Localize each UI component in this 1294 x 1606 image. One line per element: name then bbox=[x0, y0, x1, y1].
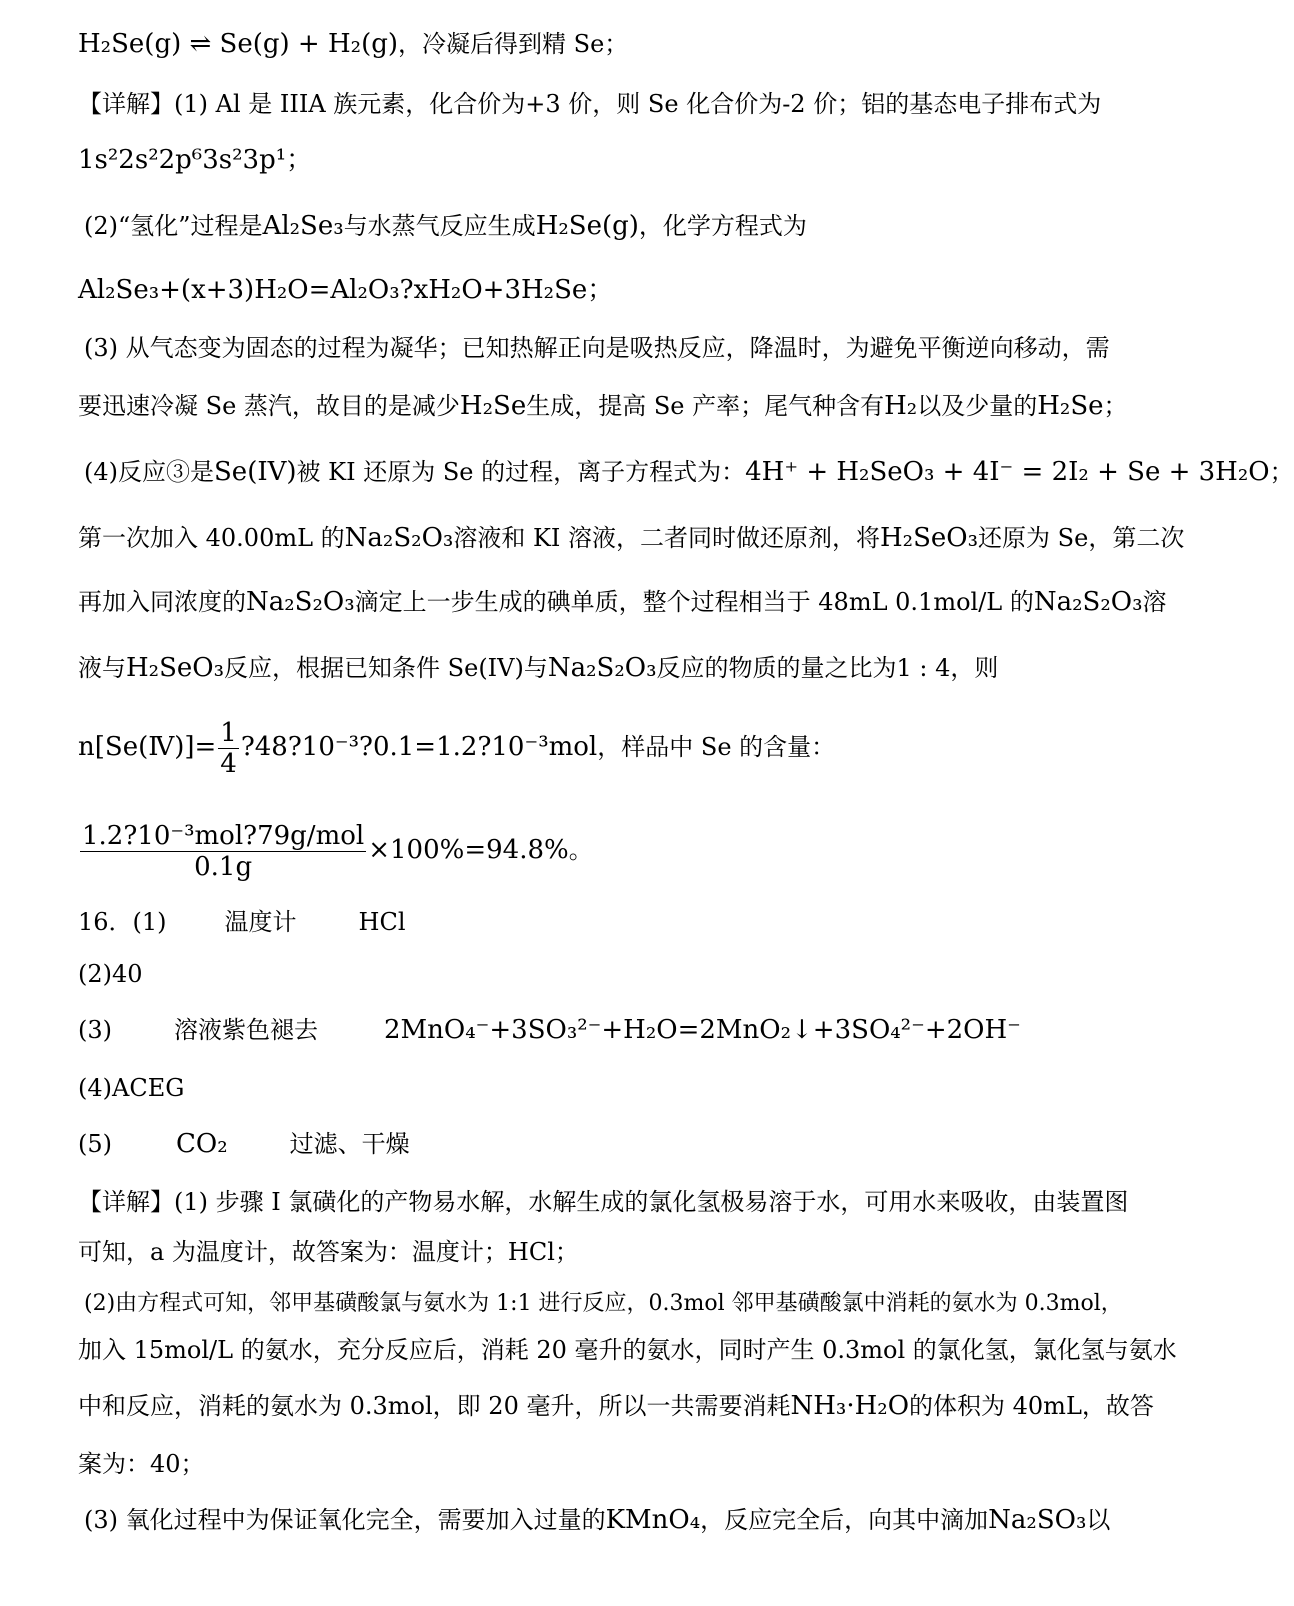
line-1 bbox=[78, 28, 1219, 60]
line-4-text-b: 与水蒸气反应生成 bbox=[343, 212, 536, 240]
line-9 bbox=[78, 522, 1219, 554]
ionic-equation: 4H⁺ + H₂SeO₃ + 4I⁻ = 2I₂ + Se + 3H₂O bbox=[745, 457, 1270, 487]
formula-kmno4: KMnO₄ bbox=[605, 1505, 701, 1535]
equilibrium-equation: H₂Se(g) ⇌ Se(g) + H₂(g) bbox=[78, 29, 399, 59]
line-17 bbox=[78, 1072, 1219, 1104]
formula-na2s2o3-2: Na₂S₂O₃ bbox=[246, 587, 355, 617]
electron-configuration: 1s²2s²2p⁶3s²3p¹； bbox=[78, 145, 313, 175]
line-25 bbox=[84, 1504, 1219, 1536]
line-23 bbox=[78, 1390, 1219, 1422]
fraction-numerator: 1 bbox=[220, 718, 237, 748]
line-11-text-c: 反应的物质的量之比为1 : 4，则 bbox=[656, 654, 999, 682]
line-10-text-b: 滴定上一步生成的碘单质，整个过程相当于 48mL 0.1mol/L 的 bbox=[354, 588, 1034, 616]
line-11-text-b: 反应，根据已知条件 Se(IV)与 bbox=[224, 654, 548, 682]
line-12 bbox=[78, 712, 1219, 782]
q16-part3-equation: 2MnO₄⁻+3SO₃²⁻+H₂O=2MnO₂↓+3SO₄²⁻+2OH⁻ bbox=[384, 1015, 1021, 1045]
line-18 bbox=[78, 1128, 1219, 1160]
line-20 bbox=[78, 1236, 1219, 1268]
line-10 bbox=[78, 586, 1219, 618]
formula-h2seo3: H₂SeO₃ bbox=[880, 523, 979, 553]
line-11-text-a: 液与 bbox=[78, 654, 126, 682]
line-8 bbox=[84, 456, 1294, 488]
content-numerator: 1.2?10⁻³mol?79g/mol bbox=[82, 821, 365, 851]
detail-16-2-answer: 案为：40； bbox=[78, 1450, 205, 1478]
formula-h2: H₂ bbox=[884, 391, 918, 421]
line-25-text-a: (3) 氧化过程中为保证氧化完全，需要加入过量的 bbox=[84, 1506, 606, 1534]
q16-part5-label: (5) bbox=[78, 1130, 112, 1158]
line-21 bbox=[84, 1286, 1219, 1320]
q16-answer-thermometer: 温度计 bbox=[224, 908, 297, 936]
line-7-text-a: 要迅速冷凝 Se 蒸汽，故目的是减少 bbox=[78, 392, 460, 420]
line-14 bbox=[78, 906, 1219, 938]
line-9-text-a: 第一次加入 40.00mL 的 bbox=[78, 524, 345, 552]
line-5 bbox=[78, 274, 1219, 306]
line-1-text: ，冷凝后得到精 Se； bbox=[398, 30, 629, 58]
line-22 bbox=[78, 1334, 1219, 1366]
line-23-text-b: 的体积为 40mL，故答 bbox=[909, 1392, 1154, 1420]
line-24 bbox=[78, 1448, 1219, 1480]
q16-part3-observation: 溶液紫色褪去 bbox=[174, 1016, 318, 1044]
line-7 bbox=[78, 390, 1219, 422]
fraction-one-quarter bbox=[218, 718, 239, 779]
line-4 bbox=[84, 210, 1219, 242]
line-11 bbox=[78, 652, 1219, 684]
line-23-text-a: 中和反应，消耗的氨水为 0.3mol，即 20 毫升，所以一共需要消耗 bbox=[78, 1392, 791, 1420]
line-13 bbox=[78, 810, 1219, 890]
q16-part5-steps: 过滤、干燥 bbox=[289, 1130, 410, 1158]
line-4-text-a: (2)“氢化”过程是 bbox=[84, 212, 263, 240]
line-8-text-b: 被 KI 还原为 Se 的过程，离子方程式为： bbox=[296, 458, 746, 486]
line-6 bbox=[84, 332, 1219, 364]
q16-part3-label: (3) bbox=[78, 1016, 112, 1044]
line-3 bbox=[78, 144, 1219, 176]
detail-3-text: (3) 从气态变为固态的过程为凝华；已知热解正向是吸热反应，降温时，为避免平衡逆向移动，需 bbox=[84, 334, 1110, 362]
line-8-text-c: ； bbox=[1269, 458, 1294, 486]
line-9-text-b: 溶液和 KI 溶液，二者同时做还原剂，将 bbox=[453, 524, 880, 552]
detail-16-1-text: 【详解】(1) 步骤 I 氯磺化的产物易水解，水解生成的氯化氢极易溶于水，可用水来吸收，由装置图 bbox=[78, 1188, 1129, 1216]
formula-h2se-2: H₂Se bbox=[1037, 391, 1104, 421]
line-7-text-c: 以及少量的 bbox=[917, 392, 1038, 420]
formula-al2se3: Al₂Se₃ bbox=[262, 211, 344, 241]
line-25-text-b: ，反应完全后，向其中滴加 bbox=[700, 1506, 989, 1534]
formula-na2s2o3-4: Na₂S₂O₃ bbox=[547, 653, 657, 683]
content-denominator: 0.1g bbox=[194, 852, 253, 882]
line-13-end: 。 bbox=[568, 836, 593, 864]
line-9-text-c: 还原为 Se，第二次 bbox=[978, 524, 1185, 552]
formula-nh3-h2o: NH₃·H₂O bbox=[790, 1391, 910, 1421]
formula-co2: CO₂ bbox=[176, 1129, 228, 1159]
se-amount-rhs: ?48?10⁻³?0.1=1.2?10⁻³mol bbox=[240, 732, 598, 762]
hydrolysis-equation: Al₂Se₃+(x+3)H₂O=Al₂O₃?xH₂O+3H₂Se； bbox=[78, 275, 614, 305]
line-12-text: ，样品中 Se 的含量： bbox=[597, 733, 836, 761]
line-16 bbox=[78, 1014, 1219, 1046]
formula-na2s2o3-3: Na₂S₂O₃ bbox=[1033, 587, 1143, 617]
line-25-text-c: 以 bbox=[1086, 1506, 1111, 1534]
formula-h2se-gas: H₂Se(g) bbox=[535, 211, 639, 241]
formula-na2so3: Na₂SO₃ bbox=[988, 1505, 1087, 1535]
formula-se-iv: Se(IV) bbox=[214, 457, 297, 487]
content-result: ×100%=94.8% bbox=[368, 835, 569, 865]
formula-na2s2o3: Na₂S₂O₃ bbox=[344, 523, 454, 553]
detail-1-text: 【详解】(1) Al 是 IIIA 族元素，化合价为+3 价，则 Se 化合价为-2 价；铝的基态电子排布式为 bbox=[78, 90, 1102, 118]
q16-part2-answer: (2)40 bbox=[78, 960, 143, 988]
content-fraction bbox=[80, 821, 366, 882]
q16-part4-answer: (4)ACEG bbox=[78, 1074, 185, 1102]
se-amount-lhs: n[Se(Ⅳ)]= bbox=[78, 732, 217, 762]
line-2 bbox=[78, 88, 1219, 120]
line-19 bbox=[78, 1186, 1219, 1218]
detail-16-2-text-b: 加入 15mol/L 的氨水，充分反应后，消耗 20 毫升的氨水，同时产生 0.3mol 的氯化氢，氯化氢与氨水 bbox=[78, 1336, 1177, 1364]
detail-16-1-answer: 可知，a 为温度计，故答案为：温度计；HCl； bbox=[78, 1238, 579, 1266]
fraction-denominator: 4 bbox=[220, 749, 237, 779]
line-4-text-c: ，化学方程式为 bbox=[638, 212, 807, 240]
q16-answer-hcl: HCl bbox=[358, 908, 406, 936]
line-10-text-c: 溶 bbox=[1142, 588, 1167, 616]
line-7-text-d: ； bbox=[1103, 392, 1128, 420]
q16-part1-label: 16．(1) bbox=[78, 908, 167, 936]
line-8-text-a: (4)反应③是 bbox=[84, 458, 214, 486]
detail-16-2-text: (2)由方程式可知，邻甲基磺酸氯与氨水为 1:1 进行反应，0.3mol 邻甲基磺酸氯中消耗的氨水为 0.3mol， bbox=[84, 1291, 1123, 1316]
line-10-text-a: 再加入同浓度的 bbox=[78, 588, 246, 616]
formula-h2seo3-2: H₂SeO₃ bbox=[126, 653, 225, 683]
formula-h2se: H₂Se bbox=[459, 391, 527, 421]
line-15 bbox=[78, 958, 1219, 990]
line-7-text-b: 生成，提高 Se 产率；尾气种含有 bbox=[526, 392, 885, 420]
